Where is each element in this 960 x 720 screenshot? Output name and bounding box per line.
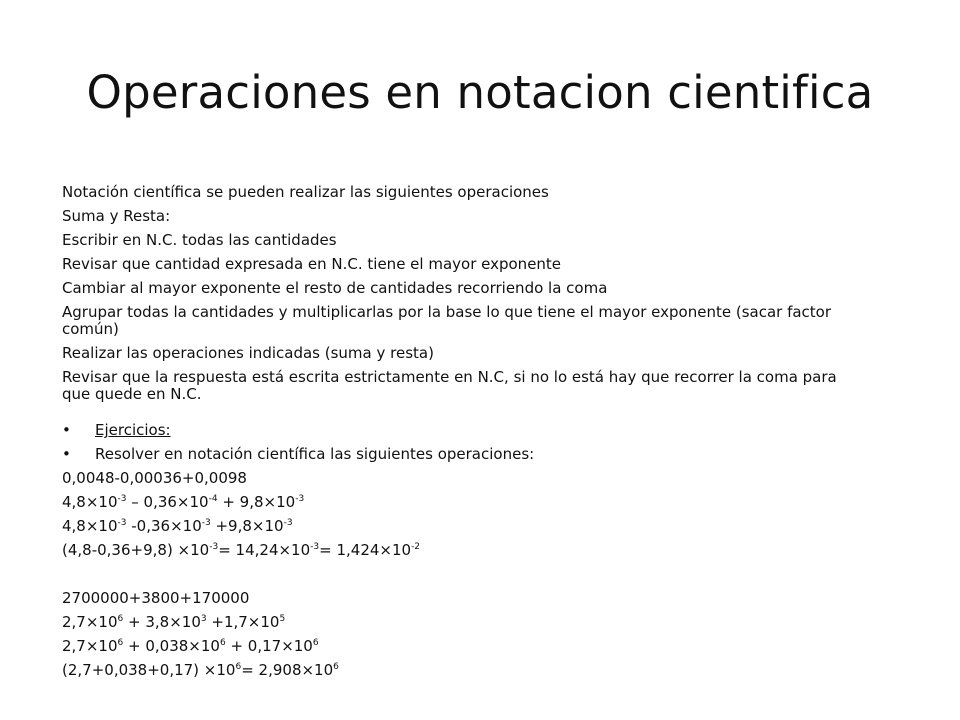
body-line-step-5: Realizar las operaciones indicadas (suma y resta) [62, 344, 434, 362]
expr-part: = 2,908×10 [241, 661, 334, 679]
bullet-icon: • [62, 421, 71, 439]
expr-part: – 0,36×10 [126, 493, 209, 511]
exponent: 6 [117, 638, 124, 648]
expr-part: + 0,038×10 [123, 637, 220, 655]
example2-result [62, 662, 852, 679]
expr-part: 2,7×10 [62, 613, 118, 631]
expr-part: (4,8-0,36+9,8) ×10 [62, 541, 210, 559]
spacer [62, 410, 852, 422]
exponent: -3 [310, 542, 320, 552]
exponent: -3 [295, 494, 305, 504]
example1-result [62, 542, 852, 559]
exponent: 6 [312, 638, 319, 648]
example1-step-1 [62, 494, 852, 511]
expr-part: +9,8×10 [210, 517, 284, 535]
exponent: 6 [117, 614, 124, 624]
expr-part: = 1,424×10 [319, 541, 412, 559]
expr-part: 2,7×10 [62, 637, 118, 655]
exponent: -3 [117, 518, 127, 528]
exponent: 6 [333, 662, 339, 672]
body-line-suma-resta: Suma y Resta: [62, 207, 171, 225]
exponent: 3 [200, 614, 207, 624]
exponent: -3 [117, 494, 127, 504]
expr-part: + 9,8×10 [217, 493, 296, 511]
expr-part: +1,7×10 [206, 613, 280, 631]
bullet-item-resolver [62, 446, 852, 463]
bullet-label: Resolver en notación científica las siguientes operaciones: [95, 445, 535, 463]
expr-part: 4,8×10 [62, 493, 118, 511]
expr-part: + 0,17×10 [225, 637, 313, 655]
example1-problem: 0,0048-0,00036+0,0098 [62, 469, 247, 487]
slide-title: Operaciones en notacion cientifica [86, 66, 874, 119]
body-line-step-2: Revisar que cantidad expresada en N.C. tiene el mayor exponente [62, 255, 562, 273]
expr-part: (2,7+0,038+0,17) ×10 [62, 661, 236, 679]
exponent: 6 [235, 662, 242, 672]
example2-problem: 2700000+3800+170000 [62, 589, 250, 607]
example2-step-2 [62, 638, 852, 655]
expr-part: 4,8×10 [62, 517, 118, 535]
exponent: 5 [279, 614, 286, 624]
exponent: -3 [283, 518, 293, 528]
exponent: -2 [411, 542, 421, 552]
bullet-item-ejercicios [62, 422, 852, 439]
expr-part: = 14,24×10 [218, 541, 311, 559]
exponent: -3 [209, 542, 219, 552]
body-line-step-4: Agrupar todas la cantidades y multiplicarlas por la base lo que tiene el mayor exponente (sacar factor común) [62, 303, 832, 338]
spacer [62, 566, 852, 590]
bullet-label: Ejercicios: [95, 421, 171, 439]
example2-step-1 [62, 614, 852, 631]
example1-step-2 [62, 518, 852, 535]
expr-part: -0,36×10 [126, 517, 202, 535]
expr-part: + 3,8×10 [123, 613, 201, 631]
exponent: 6 [219, 638, 226, 648]
body-line-step-1: Escribir en N.C. todas las cantidades [62, 231, 337, 249]
slide-body [62, 184, 852, 686]
body-line-intro: Notación científica se pueden realizar las siguientes operaciones [62, 183, 549, 201]
bullet-icon: • [62, 445, 71, 463]
exponent: -4 [208, 494, 218, 504]
body-line-step-3: Cambiar al mayor exponente el resto de cantidades recorriendo la coma [62, 279, 608, 297]
body-line-step-6: Revisar que la respuesta está escrita estrictamente en N.C, si no lo está hay que recorrer la coma para que quede en N.C. [62, 368, 837, 403]
exponent: -3 [201, 518, 211, 528]
